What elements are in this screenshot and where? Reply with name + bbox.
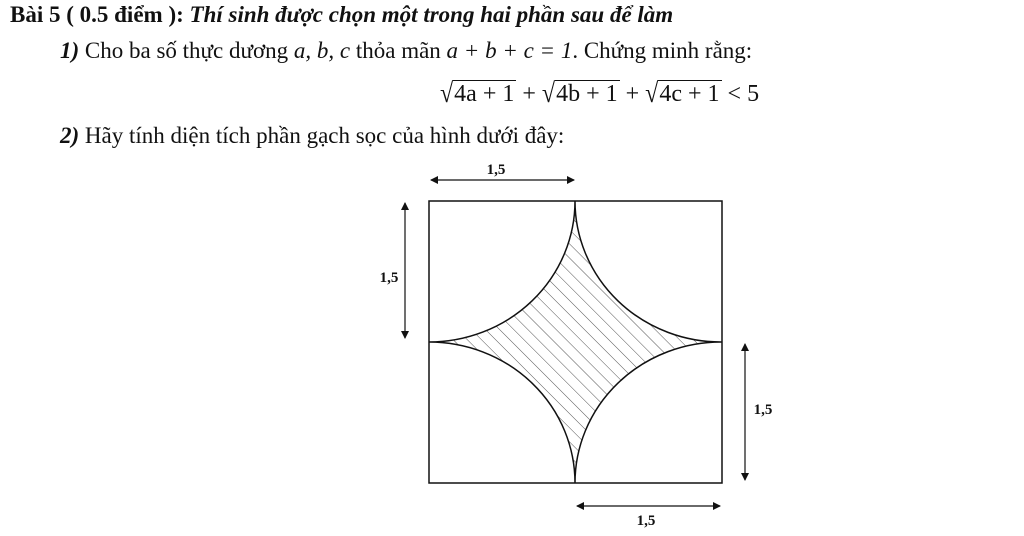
inequality-rhs: < 5 [727,81,760,107]
part-1-text-c: . Chứng minh rằng: [572,38,753,63]
part-2-number: 2) [60,123,80,148]
part-1-number: 1) [60,38,80,63]
plus-2: + [625,81,640,107]
radicand-3: 4c + 1 [659,81,720,107]
right-dimension-label: 1,5 [753,402,773,418]
top-dimension-label: 1,5 [486,162,506,178]
radicand-2: 4b + 1 [556,81,618,107]
bottom-dimension-label: 1,5 [636,513,656,529]
sqrt-term-2: √4b + 1 [541,78,618,109]
problem-number: Bài 5 ( 0.5 điểm ): [10,2,184,27]
plus-1: + [522,81,536,107]
problem-instruction: Thí sinh được chọn một trong hai phần sau để làm [183,2,674,27]
hatched-region [429,201,722,483]
left-dimension-label: 1,5 [379,270,399,286]
part-2-text: Hãy tính diện tích phần gạch sọc của hình dưới đây: [79,123,565,148]
part-1-text-a: Cho ba số thực dương [79,38,294,63]
part-1-text-b: thỏa mãn [350,38,447,63]
radicand-1: 4a + 1 [454,81,515,107]
sqrt-term-3: √4c + 1 [645,78,720,109]
sqrt-term-1: √4a + 1 [440,78,515,109]
part-1-vars: a, b, c [293,38,351,63]
part-1-condition: a + b + c = 1 [446,38,573,63]
